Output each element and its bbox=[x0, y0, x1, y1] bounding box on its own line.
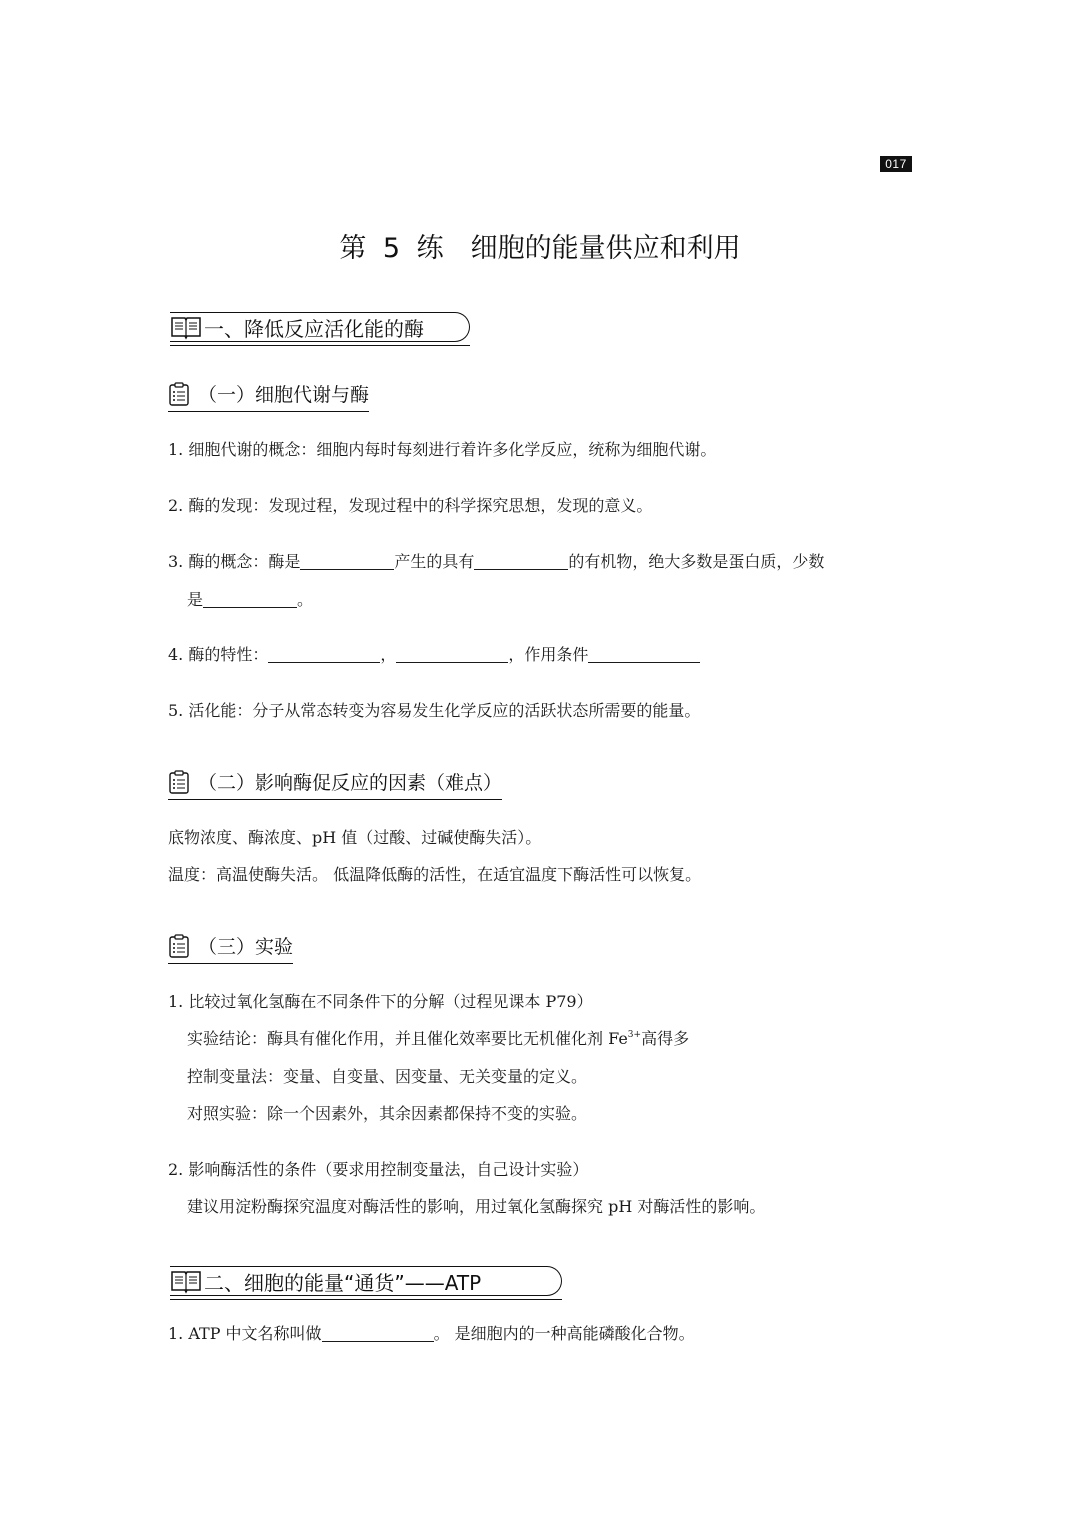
page-number: 017 bbox=[880, 156, 912, 172]
list-item: 3. 酶的概念：酶是 产生的具有 的有机物，绝大多数是蛋白质，少数 bbox=[168, 552, 825, 571]
list-item-continuation: 是 。 bbox=[187, 590, 314, 609]
paragraph: 底物浓度、酶浓度、pH 值（过酸、过碱使酶失活）。 bbox=[168, 828, 542, 847]
section-heading-atp bbox=[170, 1266, 562, 1296]
answer-blank[interactable] bbox=[203, 591, 297, 608]
subsection-heading-factors bbox=[168, 768, 502, 800]
list-item: 4. 酶的特性： ， ，作用条件 bbox=[168, 644, 700, 666]
answer-blank[interactable] bbox=[268, 646, 380, 663]
section-heading-enzymes bbox=[170, 312, 470, 342]
section-label: 一、降低反应活化能的酶 bbox=[204, 316, 424, 341]
subsection-heading-experiments bbox=[168, 932, 293, 964]
list-item: 5. 活化能：分子从常态转变为容易发生化学反应的活跃状态所需要的能量。 bbox=[168, 701, 701, 720]
list-item: 2. 影响酶活性的条件（要求用控制变量法，自己设计实验） bbox=[168, 1160, 589, 1179]
answer-blank[interactable] bbox=[474, 553, 568, 570]
clipboard-icon bbox=[168, 934, 190, 958]
list-item: 1. 细胞代谢的概念：细胞内每时每刻进行着许多化学反应，统称为细胞代谢。 bbox=[168, 440, 717, 459]
subsection-heading-metabolism bbox=[168, 380, 369, 412]
answer-blank[interactable] bbox=[396, 646, 508, 663]
list-item: 1. 比较过氧化氢酶在不同条件下的分解（过程见课本 P79） bbox=[168, 992, 593, 1011]
list-item-detail: 控制变量法：变量、自变量、因变量、无关变量的定义。 bbox=[187, 1067, 588, 1086]
clipboard-icon bbox=[168, 770, 190, 794]
subsection-label: （三）实验 bbox=[198, 936, 294, 958]
list-item: 2. 酶的发现：发现过程，发现过程中的科学探究思想，发现的意义。 bbox=[168, 496, 653, 515]
list-item-detail: 实验结论：酶具有催化作用，并且催化效率要比无机催化剂 $Fe^{3+}$高得多 bbox=[187, 1029, 690, 1048]
book-icon bbox=[170, 314, 202, 340]
list-item-detail: 建议用淀粉酶探究温度对酶活性的影响，用过氧化氢酶探究 pH 对酶活性的影响。 bbox=[187, 1197, 766, 1216]
subsection-label: （一）细胞代谢与酶 bbox=[198, 384, 370, 406]
answer-blank[interactable] bbox=[300, 553, 394, 570]
book-icon bbox=[170, 1268, 202, 1294]
subsection-label: （二）影响酶促反应的因素（难点） bbox=[198, 772, 503, 794]
list-item: 1. ATP 中文名称叫做 。 是细胞内的一种高能磷酸化合物。 bbox=[168, 1324, 695, 1343]
answer-blank[interactable] bbox=[322, 1325, 434, 1342]
page-title: 第 5 练 细胞的能量供应和利用 bbox=[339, 233, 741, 264]
paragraph: 温度：高温使酶失活。 低温降低酶的活性，在适宜温度下酶活性可以恢复。 bbox=[168, 865, 702, 884]
clipboard-icon bbox=[168, 382, 190, 406]
answer-blank[interactable] bbox=[588, 646, 700, 663]
section-label: 二、细胞的能量“通货”——ATP bbox=[204, 1270, 482, 1295]
list-item-detail: 对照实验：除一个因素外，其余因素都保持不变的实验。 bbox=[187, 1104, 588, 1123]
